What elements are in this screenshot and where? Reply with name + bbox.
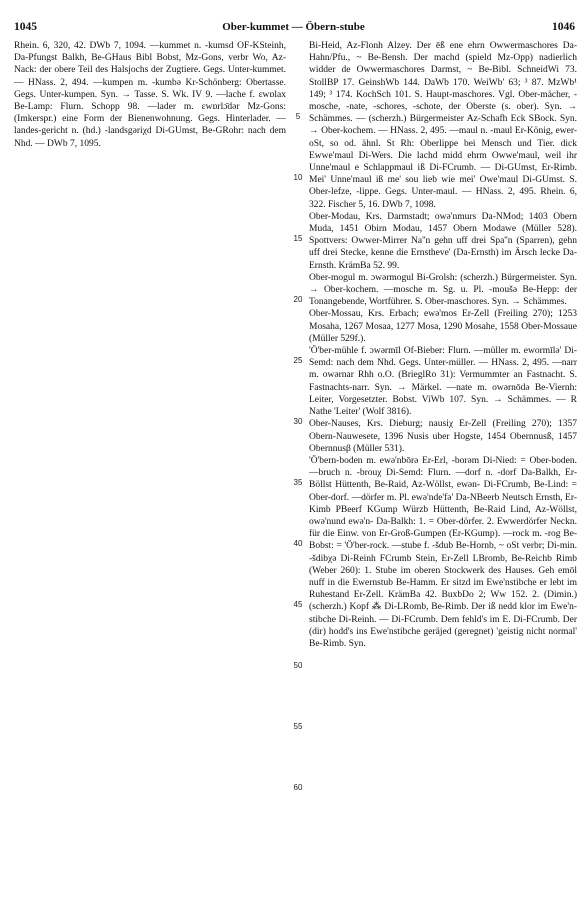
entry: 'Ö'bern-boden m. ewə'nbōrə Er-Erl, -borəm Di-Nied: = Ober-boden. —bruch n. -brouχ Di-Semd: Flurn. —dorf n. -dorf Da-Balkh, Er-Böllst Hüttenth, Be-Raid, Az-Wöllst, ewən- Di-FCrumb, Be-Lind: = Ober-dorf. —dörfer m. Pl. ewə'nde'fə' Da-NBeerb Neutsch Ernsth, Er-Kimb PBeerf KGump Würzb Hüttenth, Be-Raid Lind, Az-Wöllst, owə'nund ewə'n- Da-Balkh: 1. = Ober-dörfer. 2. Ewwerdörfer Neckn. für die Einw. von Er-Groß-Gumpen (Er-KGump). —rock m. -rog Be-Bobst: = 'Ö'ber-rock. —stube f. -šdub Be-Hornb, ~ oSt verbr; Di-min. -šdibχə Di-Reinh FCrumb Stein, Er-Zell LBromb, Be-Reichb Rimb (Weber 260): 1. Stube im oberen Stockwerk des Hauses. Geh emōl nuff in die Ewernstub Be-Hamm. Er sitzd im Ewe'nstibche er lebt im Ruhestand Er-Zell. KrämBa 42. BuxbDo 2; Ww 152. 2. (Dimin.) (scherzh.) Kopf ⁂ Di-LRomb, Be-Rimb. Der iß nedd klor im Ewe'n-stibche Di-Reinh. — Di-FCrumb. Dem fehld's im E. Di-FCrumb. Der (dir) hodd's ins Ewe'nstibche geräjed (geregnet) 'geistig nicht normal' Be-Rimb. Syn. xyxy=(309,455,577,649)
line-number: 45 xyxy=(293,600,303,609)
line-number: 20 xyxy=(293,295,303,304)
entry: Ober-Mossau, Krs. Erbach; ewə'mos Er-Zell (Freiling 270); 1253 Mosaha, 1267 Mosaa, 1277 Mosa, 1290 Mosahe, 1558 Ober-Mossaue (Müller 529f.). xyxy=(309,309,577,344)
page-number-right: 1046 xyxy=(552,21,575,33)
line-number: 60 xyxy=(293,783,303,792)
entry: 'Ö'ber-mühle f. ɔwərmīl Of-Bieber: Flurn. —müller m. ewormīlə' Di-Semd: nach dem Nhd. Gegs. Unter-müller. — HNass. 2, 495. —narr m. owərnar Rhh o.O. (BrieglRo 31): Vermummter an Fastnacht. S. Fastnachts-narr. Syn. → Märkel. —nate m. owərnōdə Be-Viernh: Leiter, Vorgesetzter. Bobst. ViWb 107. Syn. → Schämmes. — R Nathe 'Leiter' (Wolf 3816). xyxy=(309,346,577,418)
page-number-left: 1045 xyxy=(14,21,37,33)
entry: Rhein. 6, 320, 42. DWb 7, 1094. —kummet n. -kumsd OF-KSteinh, Da-Pfungst Balkh, Be-GHaus Bibl Bobst, Mz-Gons, verbr Wo, Az-Nack: der obere Teil des Halsjochs der Zugtiere. Gegs. Unter-kummet. — HNass. 2, 494. —kumpen m. -kumbə Kr-Schönberg: Obertasse. Gegs. Unter-kumpen. Syn. → Tasse. S. Wk. IV 9. —lache f. ɛwɒlax Be-Lamp: Flurn. Schopp 98. —lader m. ɛwɒrlɔ̄dər Mz-Gons: (Imkerspr.) eine Form der Bienenwohnung. Gegs. Hinterlader. —landes-gericht n. (hd.) -landsgəriχd Di-GUmst, Be-GRohr: nach dem Nhd. — DWb 7, 1095. xyxy=(14,41,286,149)
line-number: 50 xyxy=(293,661,303,670)
entry: Ober-Modau, Krs. Darmstadt; owə'nmurs Da-NMod; 1403 Obern Muda, 1451 Obirn Modau, 1457 Obern Modawe (Müller 528). Spottvers: Owwer-Mirrer Na''n gehn uff drei Spa''n (Sparren), gehn uff drei Stecke, kenne die Ernstheve' (Da-Ernsth) im Ärsch lecke Da-Ernsth. KrämBa 52. 99. xyxy=(309,211,577,271)
entry: Bi-Heid, Az-Flonh Alzey. Der ēß ene ehrn Owwermaschores Da-Hahn/Pfu., ~ Be-Bensh. Der machd (spield Mz-Opp) nadierlich widder de Owwermaschores Darmst, ~ Be-Bibl. SchneidWi 73. StollBP 17. GeinshWb 144. DaWb 170. WeiWb' 63; ³ 87. MzWb¹ 149; ³ 174. KochSch 101. S. Haupt-maschores. Vgl. Ober-mächer, -mosche, -nate, -schores, -schote, der Oberste (s. ober). Syn. → Schämmes. — (scherzh.) Bürgermeister Az-Schafh Eck SBock. Syn. → Ober-kochem. — HNass. 2, 495. —maul n. -maul Er-König, ewer- oSt, so od. ähnl. St Rh: Oberlippe bei Mensch und Tier. dick Ewwe'maul Di-Wers. Die lachd midd ehrm Owwe'maul, weil ihr Unne'maul e Schlappmaul iß Di-FCrumb. — Di-GUmst, Er-Rimb. Mei' Unne'maul iß me' sou lieb wie mei' Owe'maul Di-GUmst. S. Ober-lefze, -lippe. Gegs. Unter-maul. — HNass. 2, 495. Rhein. 6, 322. Fischer 5, 16. DWb 7, 1098. xyxy=(309,41,577,210)
line-number: 30 xyxy=(293,417,303,426)
line-number: 5 xyxy=(295,112,301,121)
line-number: 55 xyxy=(293,722,303,731)
right-column xyxy=(309,40,577,900)
line-number: 25 xyxy=(293,356,303,365)
entry: Ober-mogul m. ɔwərmogul Bi-Grolsh: (scherzh.) Bürgermeister. Syn. → Ober-kochem. —mosche m. Sg. u. Pl. -moušə Be-Hepp: der Tonangebende, Wortführer. S. Ober-maschores. Syn. → Schämmes. xyxy=(309,272,577,308)
running-head: Ober-kummet — Öbern-stube xyxy=(222,21,365,33)
left-column xyxy=(14,40,286,900)
line-number: 15 xyxy=(293,234,303,243)
line-number: 35 xyxy=(293,478,303,487)
line-number: 40 xyxy=(293,539,303,548)
entry: Ober-Nauses, Krs. Dieburg; nausiχ Er-Zell (Freiling 270); 1357 Obern-Nauwesete, 1396 Nusis uber Hogste, 1454 Obernnusß, 1457 Obernnusβ (Müller 531). xyxy=(309,419,577,454)
line-number: 10 xyxy=(293,173,303,182)
